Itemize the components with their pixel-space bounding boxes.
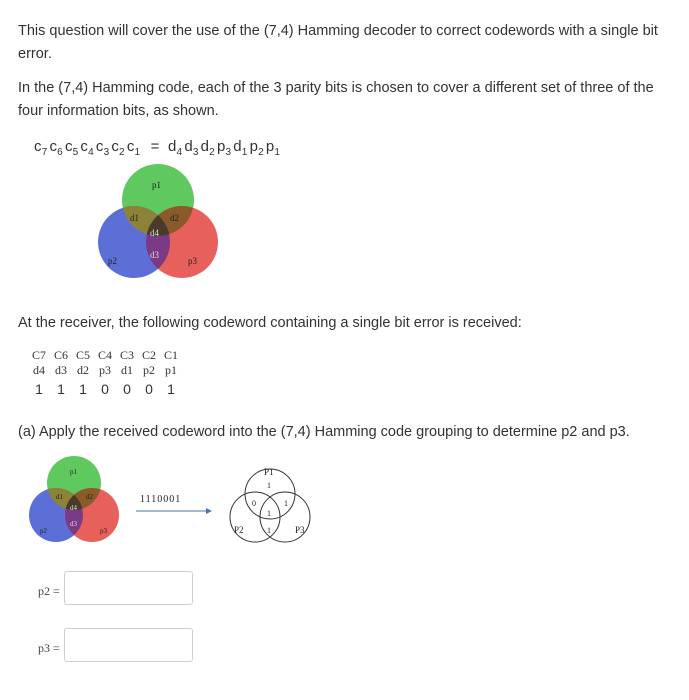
codeword-bit-cell: 0 <box>101 381 109 397</box>
formula-rhs-term: $p_1$ <box>265 138 281 158</box>
formula-lhs-term: $c_1$ <box>126 138 141 158</box>
codeword-position-cell: C3 <box>119 348 134 362</box>
p2-label: p2 = <box>38 584 60 598</box>
outline-label-P1: P1 <box>264 467 274 477</box>
codeword-position-cell: C5 <box>75 348 90 362</box>
formula-lhs-term: $c_5$ <box>64 138 79 158</box>
outline-value-left: 0 <box>252 499 256 508</box>
formula-lhs-term: $c_2$ <box>111 138 125 158</box>
small-label-p2: p2 <box>40 527 47 535</box>
codeword-position-cell: C6 <box>53 348 68 362</box>
codeword-symbol-cell: p1 <box>165 363 177 377</box>
formula-rhs-term: $d_4$ <box>168 138 183 158</box>
p2-input[interactable] <box>64 571 193 605</box>
part-a-text: (a) Apply the received codeword into the (7,4) Hamming code grouping to determine p2 and p3. <box>18 424 630 440</box>
codeword-position-cell: C2 <box>141 348 156 362</box>
p3-input[interactable] <box>64 628 193 662</box>
formula-rhs-term: $p_3$ <box>216 138 232 158</box>
formula-rhs-term: $d_1$ <box>233 138 248 158</box>
codeword-bit-cell: 0 <box>123 381 131 397</box>
codeword-symbol-cell: p3 <box>99 363 111 377</box>
arrow-head <box>206 508 212 514</box>
intro-line1: This question will cover the use of the (7,4) Hamming decoder to correct codewords with a single bit <box>18 23 658 39</box>
part-a-figure <box>18 455 338 555</box>
codeword-bit-cell: 1 <box>35 381 43 397</box>
formula-rhs-term: $d_2$ <box>200 138 215 158</box>
outline-value-bottom: 1 <box>267 526 271 535</box>
venn-diagram-small <box>29 456 119 542</box>
label-p3: p3 <box>188 256 197 266</box>
codeword-symbol-cell: d2 <box>77 363 89 377</box>
small-label-p1: p1 <box>70 468 77 476</box>
codeword-label: 1110001 <box>140 494 182 505</box>
codeword-bit-cell: 0 <box>145 381 153 397</box>
small-label-d3: d3 <box>70 520 77 528</box>
codeword-bit-cell: 1 <box>167 381 175 397</box>
outline-value-right: 1 <box>284 499 288 508</box>
codeword-symbol-cell: d4 <box>33 363 45 377</box>
label-p2: p2 <box>108 256 117 266</box>
codeword-position-cell: C4 <box>97 348 112 362</box>
label-d2: d2 <box>170 213 179 223</box>
formula-lhs-term: $c_7$ <box>34 138 48 158</box>
label-d1: d1 <box>130 213 139 223</box>
venn-diagram-main <box>86 162 232 286</box>
outline-value-center: 1 <box>267 509 271 518</box>
codeword-bit-cell: 1 <box>79 381 87 397</box>
outline-label-P2: P2 <box>234 525 244 535</box>
formula-lhs <box>34 138 142 158</box>
label-d4: d4 <box>150 228 159 238</box>
outline-label-P3: P3 <box>295 525 305 535</box>
formula-lhs-term: $c_3$ <box>95 138 110 158</box>
formula-lhs-term: $c_4$ <box>80 138 94 158</box>
codeword-formula <box>34 138 282 158</box>
formula-rhs-term: $p_2$ <box>249 138 264 158</box>
intro-para2-line1: In the (7,4) Hamming code, each of the 3 parity bits is chosen to cover a different set of three of the <box>18 80 654 96</box>
formula-rhs <box>168 138 282 158</box>
p3-label: p3 = <box>38 641 60 655</box>
label-p1: p1 <box>152 180 161 190</box>
label-d3: d3 <box>150 250 159 260</box>
codeword-bit-cell: 1 <box>57 381 65 397</box>
formula-lhs-term: $c_6$ <box>49 138 63 158</box>
intro-line2: error. <box>18 46 52 62</box>
intro-para2-line2: four information bits, as shown. <box>18 103 219 119</box>
received-codeword-table <box>28 348 182 400</box>
codeword-symbol-cell: p2 <box>143 363 155 377</box>
formula-eq: = <box>150 138 160 155</box>
small-label-d4: d4 <box>70 504 77 512</box>
codeword-symbol-cell: d3 <box>55 363 67 377</box>
codeword-position-cell: C1 <box>163 348 178 362</box>
small-label-p3: p3 <box>100 527 107 535</box>
small-label-d2: d2 <box>86 493 93 501</box>
receiver-text: At the receiver, the following codeword containing a single bit error is received: <box>18 315 522 331</box>
codeword-position-cell: C7 <box>31 348 46 362</box>
codeword-symbol-cell: d1 <box>121 363 133 377</box>
small-label-d1: d1 <box>56 493 63 501</box>
outline-value-top: 1 <box>267 481 271 490</box>
formula-rhs-term: $d_3$ <box>184 138 199 158</box>
